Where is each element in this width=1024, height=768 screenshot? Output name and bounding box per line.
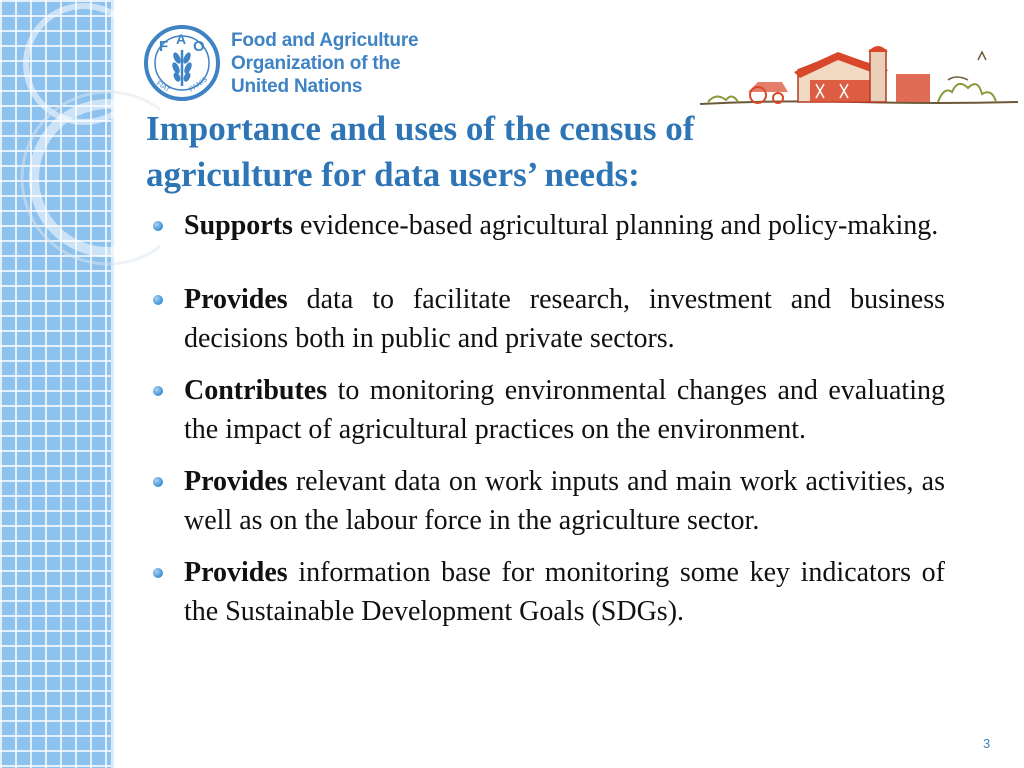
bullet-item [150, 206, 945, 246]
logo-line-2: Organization of the [231, 52, 401, 74]
bullet-lead: Provides [184, 465, 288, 497]
fao-logo-text [231, 29, 418, 98]
bullet-list [150, 206, 945, 644]
bullet-text: data to facilitate research, investment and business decisions both in public and private sectors. [184, 283, 945, 354]
svg-text:O: O [193, 38, 205, 55]
bullet-lead: Contributes [184, 374, 328, 406]
bullet-item [150, 553, 945, 632]
svg-text:PANIS: PANIS [188, 76, 209, 94]
bullet-text: information base for monitoring some key indicators of the Sustainable Development Goals (SDGs). [184, 556, 945, 627]
bullet-text: relevant data on work inputs and main work activities, as well as on the labour force in the agriculture sector. [184, 465, 945, 536]
bullet-item [150, 462, 945, 541]
title-line-2: agriculture for data users’ needs: [146, 155, 640, 194]
bullet-lead: Supports [184, 210, 293, 241]
logo-line-1: Food and Agriculture [231, 29, 419, 51]
bullet-text: to monitoring environmental changes and evaluating the impact of agricultural practices on the environment. [184, 374, 945, 445]
bullet-text: evidence-based agricultural planning and policy-making. [292, 210, 939, 241]
bullet-dot [153, 477, 163, 487]
bullet-dot [153, 386, 163, 396]
page-number: 3 [983, 736, 991, 751]
bullet-lead: Provides [184, 283, 288, 315]
fao-logo [143, 24, 418, 102]
svg-text:F: F [159, 38, 169, 55]
bullet-item [150, 280, 945, 359]
logo-line-3: United Nations [231, 75, 363, 97]
bullet-dot [153, 221, 163, 231]
svg-text:A: A [176, 31, 187, 47]
bullet-lead: Provides [184, 556, 288, 588]
slide-title [146, 106, 906, 198]
bullet-dot [153, 295, 163, 305]
title-line-1: Importance and uses of the census of [146, 109, 695, 148]
farm-illustration [698, 40, 1020, 110]
fao-emblem-icon [143, 24, 221, 102]
bullet-dot [153, 568, 163, 578]
decorative-circles [0, 0, 160, 280]
bullet-item [150, 371, 945, 450]
svg-text:FIAT: FIAT [154, 79, 171, 95]
